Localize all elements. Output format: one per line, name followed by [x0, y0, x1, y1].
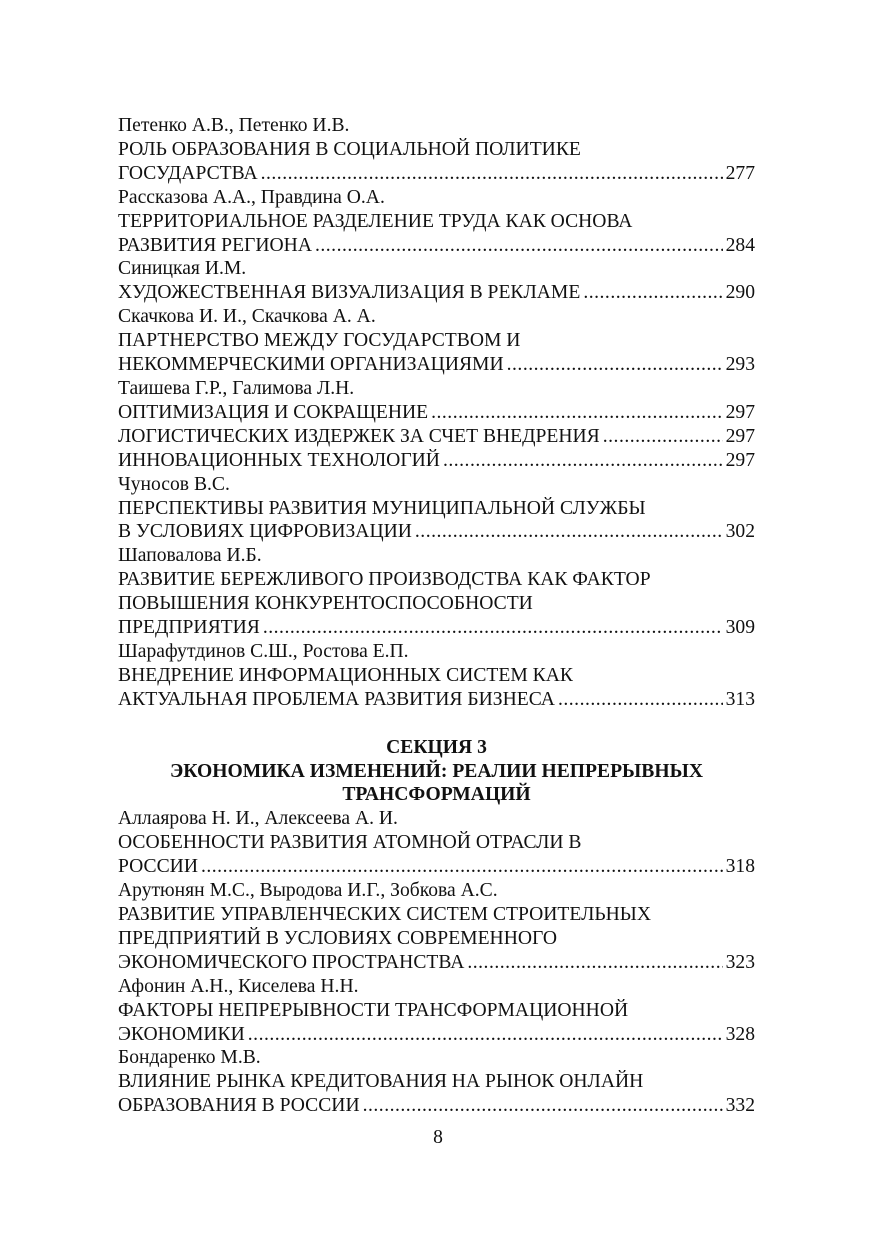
- toc-page-number: 297: [725, 425, 755, 447]
- toc-entry: [118, 807, 755, 879]
- toc-line-with-page[interactable]: [118, 162, 755, 186]
- toc-title-line: РАЗВИТИЕ БЕРЕЖЛИВОГО ПРОИЗВОДСТВА КАК ФАКТОР: [118, 569, 651, 591]
- toc-page-number: 332: [725, 1095, 755, 1117]
- toc-title-line: РАЗВИТИЕ УПРАВЛЕНЧЕСКИХ СИСТЕМ СТРОИТЕЛЬНЫХ: [118, 904, 652, 925]
- toc-page-number: 313: [725, 688, 755, 710]
- toc-title-line: ЭКОНОМИЧЕСКОГО ПРОСТРАНСТВА: [118, 951, 465, 973]
- toc-authors: Афонин А.Н., Киселева Н.Н.: [118, 975, 359, 997]
- toc-entries-after-section: [118, 807, 755, 1118]
- toc-entry: [118, 975, 755, 1047]
- toc-title-line: НЕКОММЕРЧЕСКИМИ ОРГАНИЗАЦИЯМИ: [118, 354, 504, 376]
- page-number: 8: [433, 1127, 443, 1148]
- toc-line-with-page[interactable]: [118, 425, 755, 449]
- toc-authors: Синицкая И.М.: [118, 258, 247, 280]
- toc-entry: [118, 473, 755, 545]
- toc-line-with-page[interactable]: [118, 1094, 755, 1118]
- section-title-line: ЭКОНОМИКА ИЗМЕНЕНИЙ: РЕАЛИИ НЕПРЕРЫВНЫХ: [170, 760, 703, 782]
- toc-authors: Рассказова А.А., Правдина О.А.: [118, 186, 385, 208]
- toc-entry: [118, 305, 755, 377]
- toc-entry: [118, 879, 755, 975]
- section-number: СЕКЦИЯ 3: [386, 736, 487, 758]
- toc-title-line: ПРЕДПРИЯТИЯ: [118, 617, 260, 639]
- table-of-contents: [118, 114, 755, 1118]
- toc-authors: Чуносов В.С.: [118, 473, 230, 495]
- dot-leader: [261, 162, 723, 186]
- toc-line-with-page[interactable]: [118, 234, 755, 258]
- toc-line-with-page[interactable]: [118, 449, 755, 473]
- toc-authors: Шаповалова И.Б.: [118, 545, 262, 567]
- toc-line-with-page[interactable]: [118, 616, 755, 640]
- toc-page-number: 302: [725, 521, 755, 543]
- dot-leader: [363, 1094, 723, 1118]
- dot-leader: [603, 425, 723, 449]
- toc-page-number: 297: [725, 449, 755, 471]
- toc-title-line: ЛОГИСТИЧЕСКИХ ИЗДЕРЖЕК ЗА СЧЕТ ВНЕДРЕНИЯ: [118, 425, 600, 447]
- dot-leader: [583, 281, 722, 305]
- toc-title-line: ПЕРСПЕКТИВЫ РАЗВИТИЯ МУНИЦИПАЛЬНОЙ СЛУЖБЫ: [118, 497, 646, 519]
- toc-authors: Шарафутдинов С.Ш., Ростова Е.П.: [118, 640, 409, 662]
- toc-authors: Таишева Г.Р., Галимова Л.Н.: [118, 377, 355, 399]
- toc-title-line: ПОВЫШЕНИЯ КОНКУРЕНТОСПОСОБНОСТИ: [118, 593, 533, 615]
- toc-title-line: ФАКТОРЫ НЕПРЕРЫВНОСТИ ТРАНСФОРМАЦИОННОЙ: [118, 999, 629, 1021]
- toc-entry: [118, 544, 755, 640]
- dot-leader: [443, 449, 723, 473]
- dot-leader: [431, 401, 723, 425]
- toc-title-line: ЭКОНОМИКИ: [118, 1023, 245, 1045]
- toc-authors: Петенко А.В., Петенко И.В.: [118, 115, 350, 136]
- toc-title-line: ГОСУДАРСТВА: [118, 162, 258, 184]
- toc-title-line: ИННОВАЦИОННЫХ ТЕХНОЛОГИЙ: [118, 449, 440, 471]
- toc-line-with-page[interactable]: [118, 1023, 755, 1047]
- dot-leader: [507, 353, 723, 377]
- toc-title-line: ВНЕДРЕНИЕ ИНФОРМАЦИОННЫХ СИСТЕМ КАК: [118, 664, 573, 686]
- toc-page-number: 318: [725, 856, 755, 878]
- toc-title-line: ПАРТНЕРСТВО МЕЖДУ ГОСУДАРСТВОМ И: [118, 330, 521, 352]
- dot-leader: [315, 234, 723, 258]
- dot-leader: [558, 688, 723, 712]
- section-title-line: ТРАНСФОРМАЦИЙ: [342, 784, 531, 806]
- toc-page-number: 328: [725, 1023, 755, 1045]
- toc-line-with-page[interactable]: [118, 688, 755, 712]
- toc-line-with-page[interactable]: [118, 353, 755, 377]
- toc-title-line: В УСЛОВИЯХ ЦИФРОВИЗАЦИИ: [118, 521, 412, 543]
- toc-line-with-page[interactable]: [118, 281, 755, 305]
- toc-entry: [118, 186, 755, 258]
- toc-line-with-page[interactable]: [118, 520, 755, 544]
- toc-page-number: 293: [725, 354, 755, 376]
- toc-authors: Бондаренко М.В.: [118, 1047, 261, 1069]
- dot-leader: [263, 616, 723, 640]
- toc-page-number: 297: [725, 401, 755, 423]
- toc-entry: [118, 257, 755, 305]
- toc-page-number: 277: [725, 162, 755, 184]
- toc-title-line: ТЕРРИТОРИАЛЬНОЕ РАЗДЕЛЕНИЕ ТРУДА КАК ОСНОВА: [118, 210, 633, 232]
- toc-page-number: 290: [725, 282, 755, 304]
- toc-title-line: ОБРАЗОВАНИЯ В РОССИИ: [118, 1095, 360, 1117]
- dot-leader: [248, 1023, 723, 1047]
- toc-title-line: РАЗВИТИЯ РЕГИОНА: [118, 234, 312, 256]
- toc-page-number: 309: [725, 617, 755, 639]
- toc-title-line: ВЛИЯНИЕ РЫНКА КРЕДИТОВАНИЯ НА РЫНОК ОНЛАЙН: [118, 1071, 644, 1093]
- toc-entry: [118, 377, 755, 473]
- toc-line-with-page[interactable]: [118, 951, 755, 975]
- toc-entry: [118, 114, 755, 186]
- toc-entries-before-section: [118, 114, 755, 712]
- toc-line-with-page[interactable]: [118, 401, 755, 425]
- toc-line-with-page[interactable]: [118, 855, 755, 879]
- toc-title-line: ХУДОЖЕСТВЕННАЯ ВИЗУАЛИЗАЦИЯ В РЕКЛАМЕ: [118, 282, 581, 304]
- toc-entry: [118, 1046, 755, 1118]
- dot-leader: [415, 520, 723, 544]
- toc-title-line: РОССИИ: [118, 856, 198, 878]
- toc-page-number: 323: [725, 951, 755, 973]
- toc-authors: Арутюнян М.С., Выродова И.Г., Зобкова А.С.: [118, 880, 498, 902]
- toc-title-line: ОПТИМИЗАЦИЯ И СОКРАЩЕНИЕ: [118, 401, 429, 423]
- dot-leader: [467, 951, 722, 975]
- toc-title-line: ПРЕДПРИЯТИЙ В УСЛОВИЯХ СОВРЕМЕННОГО: [118, 927, 557, 949]
- toc-title-line: ОСОБЕННОСТИ РАЗВИТИЯ АТОМНОЙ ОТРАСЛИ В: [118, 832, 582, 854]
- section-heading-block: [118, 736, 755, 808]
- toc-entry: [118, 640, 755, 712]
- toc-title-line: АКТУАЛЬНАЯ ПРОБЛЕМА РАЗВИТИЯ БИЗНЕСА: [118, 688, 555, 710]
- toc-authors: Скачкова И. И., Скачкова А. А.: [118, 306, 376, 328]
- toc-title-line: РОЛЬ ОБРАЗОВАНИЯ В СОЦИАЛЬНОЙ ПОЛИТИКЕ: [118, 138, 581, 160]
- dot-leader: [201, 855, 723, 879]
- toc-authors: Аллаярова Н. И., Алексеева А. И.: [118, 808, 398, 830]
- toc-page-number: 284: [725, 234, 755, 256]
